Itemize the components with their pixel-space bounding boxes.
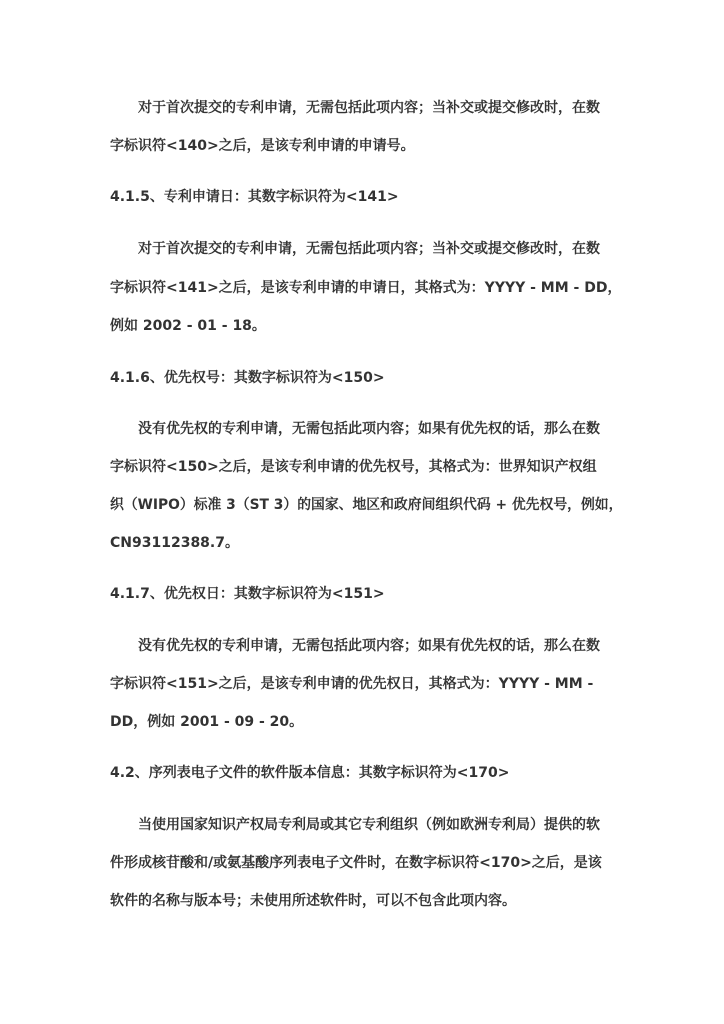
section-heading: 4.1.5、专利申请日：其数字标识符为<141> (110, 189, 399, 205)
section-heading: 4.2、序列表电子文件的软件版本信息：其数字标识符为<170> (110, 765, 510, 781)
paragraph-line: 对于首次提交的专利申请，无需包括此项内容；当补交或提交修改时，在数 (138, 100, 600, 116)
paragraph-line: 织（WIPO）标准 3（ST 3）的国家、地区和政府间组织代码 + 优先权号，例如， (110, 497, 623, 513)
paragraph-line: 件形成核苷酸和/或氨基酸序列表电子文件时，在数字标识符<170>之后，是该 (110, 855, 602, 871)
paragraph-line: DD，例如 2001 - 09 - 20。 (110, 714, 304, 730)
paragraph-line: 例如 2002 - 01 - 18。 (110, 318, 266, 334)
section-heading: 4.1.6、优先权号：其数字标识符为<150> (110, 370, 385, 386)
section-heading: 4.1.7、优先权日：其数字标识符为<151> (110, 586, 385, 602)
paragraph-line: CN93112388.7。 (110, 535, 239, 551)
paragraph-line: 字标识符<150>之后，是该专利申请的优先权号，其格式为：世界知识产权组 (110, 459, 597, 475)
paragraph-line: 字标识符<141>之后，是该专利申请的申请日，其格式为：YYYY - MM - DD， (110, 280, 622, 296)
paragraph-line: 字标识符<140>之后，是该专利申请的申请号。 (110, 138, 415, 154)
paragraph-line: 字标识符<151>之后，是该专利申请的优先权日，其格式为：YYYY - MM - (110, 676, 594, 692)
paragraph-line: 没有优先权的专利申请，无需包括此项内容；如果有优先权的话，那么在数 (138, 638, 600, 654)
paragraph-line: 当使用国家知识产权局专利局或其它专利组织（例如欧洲专利局）提供的软 (138, 817, 600, 833)
paragraph-line: 软件的名称与版本号；未使用所述软件时，可以不包含此项内容。 (110, 893, 516, 909)
paragraph-line: 对于首次提交的专利申请，无需包括此项内容；当补交或提交修改时，在数 (138, 241, 600, 257)
paragraph-line: 没有优先权的专利申请，无需包括此项内容；如果有优先权的话，那么在数 (138, 421, 600, 437)
